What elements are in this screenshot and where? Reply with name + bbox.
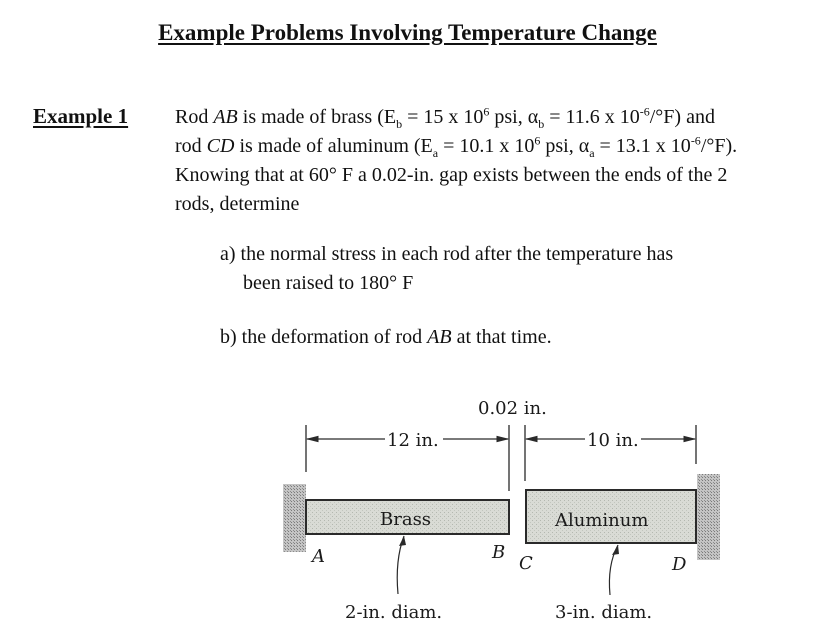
brass-label: Brass	[380, 509, 432, 530]
subscript: a	[432, 146, 439, 160]
example-label: Example 1	[33, 104, 129, 128]
subscript: a	[589, 146, 595, 160]
aluminum-length-label: 10 in.	[587, 430, 639, 451]
superscript: -6	[690, 133, 701, 148]
text: is made of aluminum (E	[234, 135, 433, 157]
brass-diameter-label: 2-in. diam.	[345, 602, 443, 623]
page-title: Example Problems Involving Temperature Change	[158, 20, 657, 45]
rod-name: AB	[213, 106, 238, 128]
rod-name: CD	[206, 135, 235, 157]
text: rod	[175, 135, 207, 157]
text: = 15 x 10	[402, 106, 484, 128]
right-wall	[697, 474, 720, 560]
point-a-label: A	[312, 546, 325, 567]
text: b) the deformation of rod	[220, 326, 428, 348]
aluminum-diameter-label: 3-in. diam.	[555, 602, 653, 623]
problem-line-3: Knowing that at 60° F a 0.02-in. gap exists between the ends of the 2	[175, 164, 728, 186]
text: = 11.6 x 10	[544, 106, 640, 128]
superscript: 6	[483, 104, 490, 119]
subscript: b	[396, 117, 403, 131]
text: is made of brass (E	[237, 106, 397, 128]
text: = 10.1 x 10	[438, 135, 535, 157]
subscript: b	[538, 117, 545, 131]
part-a-line-1: a) the normal stress in each rod after the temperature has	[220, 243, 674, 265]
left-wall	[283, 484, 306, 552]
rod-name: AB	[427, 326, 452, 348]
text: /°F).	[700, 135, 738, 157]
superscript: 6	[534, 133, 541, 148]
superscript: -6	[639, 104, 650, 119]
point-b-label: B	[492, 542, 506, 563]
aluminum-label: Aluminum	[555, 510, 649, 531]
point-d-label: D	[672, 554, 687, 575]
text: Rod	[175, 106, 214, 128]
text: = 13.1 x 10	[594, 135, 691, 157]
text: psi, α	[540, 135, 590, 157]
text: /°F) and	[649, 106, 715, 128]
part-a-line-2: been raised to 180° F	[243, 272, 414, 294]
point-c-label: C	[519, 553, 533, 574]
brass-length-label: 12 in.	[387, 430, 439, 451]
text: psi, α	[489, 106, 539, 128]
problem-line-4: rods, determine	[175, 193, 300, 215]
text: at that time.	[451, 326, 552, 348]
gap-dimension-label: 0.02 in.	[478, 398, 547, 419]
